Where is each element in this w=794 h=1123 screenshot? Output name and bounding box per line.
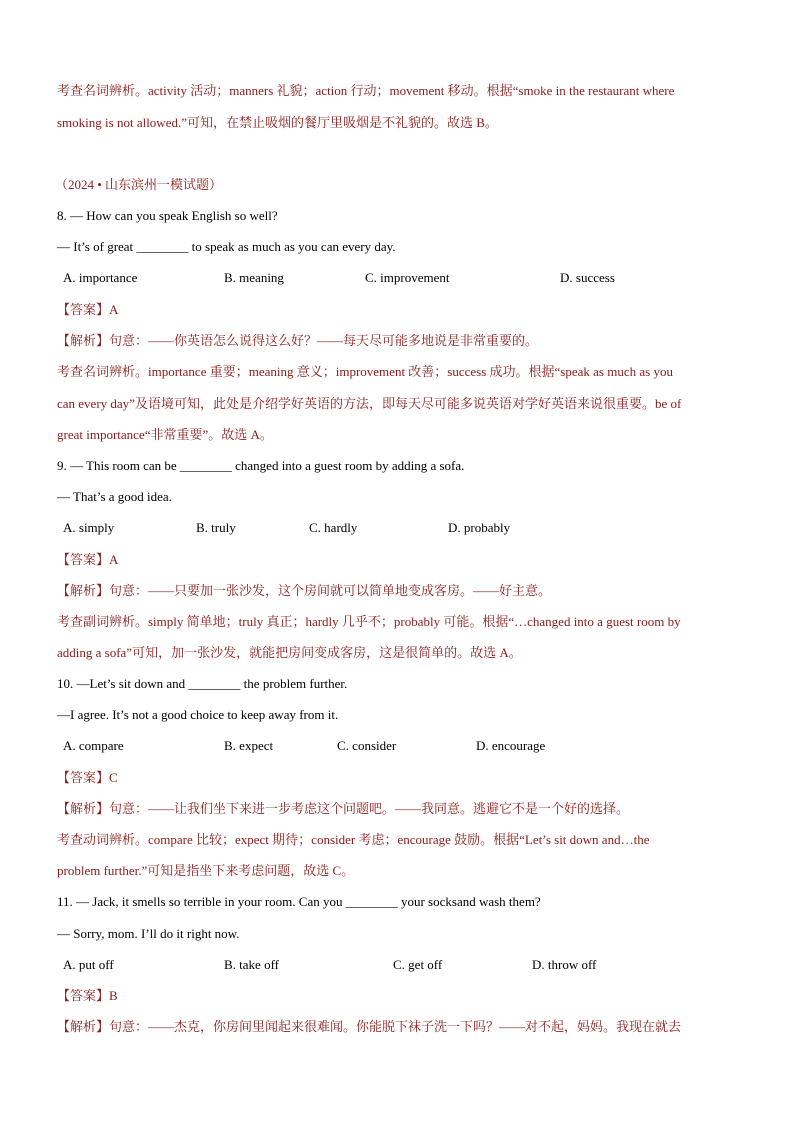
answer-label: 【答案】C: [57, 770, 118, 785]
option-d: D. throw off: [532, 957, 597, 972]
option-d: D. probably: [448, 520, 511, 535]
analysis-line: smoking is not allowed.”可知，在禁止吸烟的餐厅里吸烟是不礼貌的。故选 B。: [57, 115, 498, 130]
question-stem: 11. — Jack, it smells so terrible in your room. Can you ________ your socksand wash them?: [57, 894, 541, 909]
option-d: D. success: [560, 270, 615, 285]
question-source: （2024 • 山东滨州一模试题）: [55, 177, 223, 192]
answer-label: 【答案】A: [57, 552, 119, 567]
translation-line: 【解析】句意：——杰克，你房间里闻起来很难闻。你能脱下袜子洗一下吗？——对不起，妈妈。我现在就去: [57, 1019, 682, 1034]
option-b: B. truly: [196, 520, 236, 535]
analysis-line: 考查名词辨析。importance 重要；meaning 意义；improvement 改善；success 成功。根据“speak as much as you: [57, 364, 673, 379]
analysis-line: 考查副词辨析。simply 简单地；truly 真正；hardly 几乎不；probably 可能。根据“…changed into a guest room by: [57, 614, 681, 629]
analysis-line: 考查名词辨析。activity 活动；manners 礼貌；action 行动；movement 移动。根据“smoke in the restaurant where: [57, 83, 675, 98]
option-b: B. meaning: [224, 270, 284, 285]
translation-line: 【解析】句意：——只要加一张沙发，这个房间就可以简单地变成客房。——好主意。: [57, 583, 552, 598]
analysis-line: great importance“非常重要”。故选 A。: [57, 427, 273, 442]
analysis-line: problem further.”可知是指坐下来考虑问题，故选 C。: [57, 863, 355, 878]
question-stem: 9. — This room can be ________ changed into a guest room by adding a sofa.: [57, 458, 465, 473]
analysis-line: adding a sofa”可知，加一张沙发，就能把房间变成客房，这是很简单的。故选 A。: [57, 645, 522, 660]
option-a: A. compare: [63, 738, 124, 753]
analysis-line: can every day”及语境可知，此处是介绍学好英语的方法，即每天尽可能多说英语对学好英语来说很重要。be of: [57, 396, 682, 411]
question-reply: — Sorry, mom. I’ll do it right now.: [57, 926, 240, 941]
analysis-line: 考查动词辨析。compare 比较；expect 期待；consider 考虑；encourage 鼓励。根据“Let’s sit down and…the: [57, 832, 650, 847]
option-c: C. consider: [337, 738, 397, 753]
option-b: B. take off: [224, 957, 279, 972]
option-d: D. encourage: [476, 738, 546, 753]
question-reply: —I agree. It’s not a good choice to keep away from it.: [57, 707, 339, 722]
answer-label: 【答案】A: [57, 302, 119, 317]
translation-line: 【解析】句意：——让我们坐下来进一步考虑这个问题吧。——我同意。逃避它不是一个好的选择。: [57, 801, 630, 816]
answer-label: 【答案】B: [57, 988, 118, 1003]
question-reply: — That’s a good idea.: [57, 489, 172, 504]
question-stem: 10. —Let’s sit down and ________ the problem further.: [57, 676, 348, 691]
option-c: C. hardly: [309, 520, 358, 535]
option-c: C. improvement: [365, 270, 450, 285]
option-a: A. importance: [63, 270, 138, 285]
option-a: A. put off: [63, 957, 114, 972]
option-b: B. expect: [224, 738, 274, 753]
question-stem: 8. — How can you speak English so well?: [57, 208, 278, 223]
option-c: C. get off: [393, 957, 443, 972]
question-reply: — It’s of great ________ to speak as much as you can every day.: [57, 239, 396, 254]
translation-line: 【解析】句意：——你英语怎么说得这么好？——每天尽可能多地说是非常重要的。: [57, 333, 539, 348]
option-a: A. simply: [63, 520, 115, 535]
